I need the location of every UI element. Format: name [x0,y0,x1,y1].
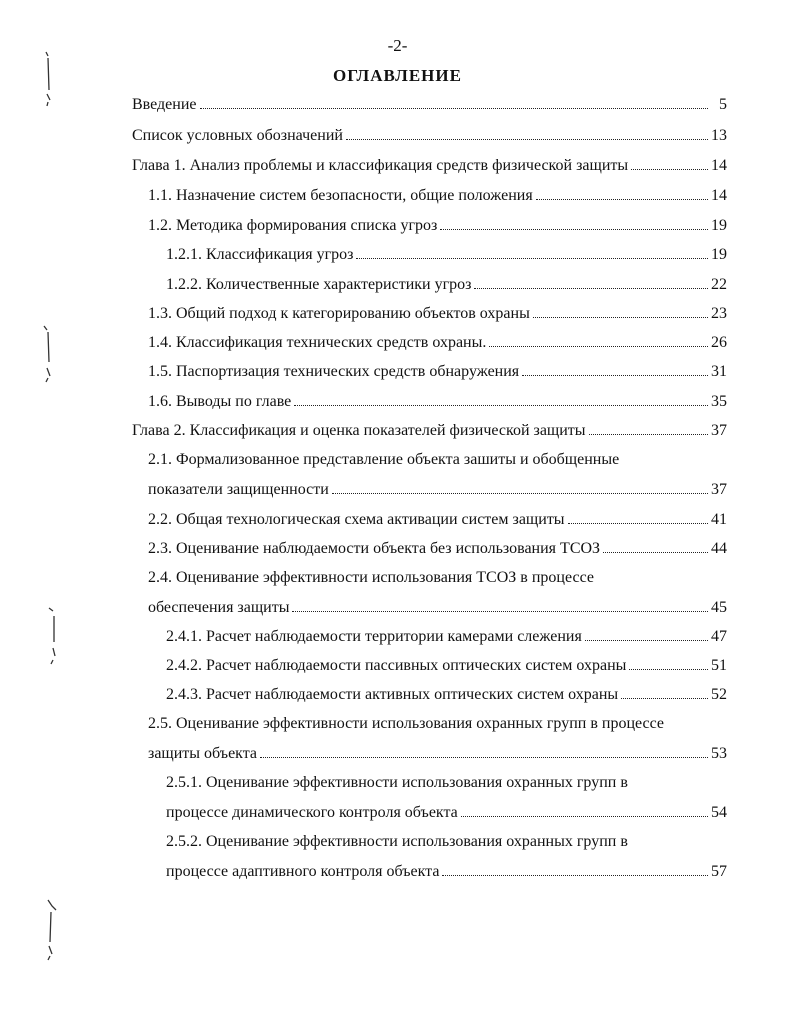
toc-entry-text: 1.2. Методика формирования списка угроз [148,217,438,234]
leader-dots [440,229,708,230]
leader-dots [489,346,708,347]
binding-mark-3 [44,606,64,668]
binding-mark-1 [38,50,58,110]
toc-entry-page: 47 [711,628,727,645]
toc-entry-text: Глава 1. Анализ проблемы и классификация средств физической защиты [132,157,629,174]
toc-entry-text-first-line: 2.5.2. Оценивание эффективности использования охранных групп в [166,833,628,850]
toc-entry-page: 52 [711,686,727,703]
toc-entry-text: 1.2.2. Количественные характеристики угроз [166,276,472,293]
toc-entry-text: 1.1. Назначение систем безопасности, общие положения [148,187,533,204]
toc-entry-text: Список условных обозначений [132,127,343,144]
toc-entry-text: 2.2. Общая технологическая схема активации систем защиты [148,511,565,528]
leader-dots [200,108,709,109]
toc-entry-text: 2.4.3. Расчет наблюдаемости активных оптических систем охраны [166,686,619,703]
toc-entry-1-6 [148,391,727,413]
toc-entry-2-4-2 [166,655,727,677]
toc-entry-1-2 [148,215,727,237]
toc-entry-text: показатели защищенности [148,481,329,498]
toc-entry-page: 45 [711,599,727,616]
toc-entry-page: 37 [711,422,727,439]
toc-title: ОГЛАВЛЕНИЕ [333,66,462,85]
toc-entry-page: 19 [711,217,727,234]
page-number: -2- [387,36,408,55]
leader-dots [603,552,708,553]
leader-dots [474,288,708,289]
leader-dots [332,493,708,494]
leader-dots [585,640,708,641]
toc-entry-page: 44 [711,540,727,557]
toc-entry-text: 2.3. Оценивание наблюдаемости объекта без использования ТСОЗ [148,540,601,557]
leader-dots [294,405,708,406]
leader-dots [356,258,708,259]
toc-entry-introduction [132,94,727,116]
toc-entry-text-first-line: 2.4. Оценивание эффективности использования ТСОЗ в процессе [148,569,594,586]
toc-entry-page: 14 [711,157,727,174]
toc-entry-text: процессе динамического контроля объекта [166,804,458,821]
toc-entry-2-4-1 [166,626,727,648]
toc-entry-chapter-1 [132,155,727,177]
toc-entry-page: 35 [711,393,727,410]
toc-entry-text: 1.3. Общий подход к категорированию объектов охраны [148,305,530,322]
leader-dots [461,816,708,817]
toc-entry-page: 5 [719,96,727,113]
toc-entry-page: 13 [711,127,727,144]
leader-dots [631,169,708,170]
toc-entry-2-4-3 [166,684,727,706]
toc-entry-page: 22 [711,276,727,293]
leader-dots [568,523,708,524]
toc-entry-page: 37 [711,481,727,498]
toc-entry-page: 41 [711,511,727,528]
leader-dots [346,139,708,140]
leader-dots [629,669,708,670]
leader-dots [442,875,708,876]
toc-entry-2-5 [148,713,727,768]
leader-dots [292,611,708,612]
toc-entry-text: 1.2.1. Классификация угроз [166,246,354,263]
toc-entry-2-5-2 [166,831,727,886]
toc-entry-text-first-line: 2.5.1. Оценивание эффективности использования охранных групп в [166,774,628,791]
toc-entry-1-4 [148,332,727,354]
toc-entry-1-2-1 [166,244,727,266]
toc-entry-text-first-line: 2.1. Формализованное представление объекта зашиты и обобщенные [148,451,620,468]
leader-dots [536,199,708,200]
toc-entry-text: Глава 2. Классификация и оценка показателей физической защиты [132,422,586,439]
toc-entry-page: 23 [711,305,727,322]
toc-entry-chapter-2 [132,420,727,442]
toc-entry-page: 31 [711,363,727,380]
leader-dots [522,375,708,376]
toc-entry-2-3 [148,538,727,560]
leader-dots [260,757,708,758]
toc-entry-text: процессе адаптивного контроля объекта [166,863,440,880]
leader-dots [533,317,708,318]
toc-entry-text: 2.4.1. Расчет наблюдаемости территории камерами слежения [166,628,582,645]
toc-entry-page: 51 [711,657,727,674]
toc-entry-text: 1.4. Классификация технических средств охраны. [148,334,487,351]
toc-entry-page: 53 [711,745,727,762]
toc-entry-2-1 [148,449,727,504]
binding-mark-4 [38,898,62,962]
toc-entry-1-3 [148,303,727,325]
toc-entry-page: 57 [711,863,727,880]
toc-entry-2-5-1 [166,772,727,827]
toc-entry-text: 2.4.2. Расчет наблюдаемости пассивных оптических систем охраны [166,657,627,674]
toc-entry-2-4 [148,567,727,622]
toc-entry-abbreviations [132,125,727,147]
toc-entry-1-2-2 [166,274,727,296]
leader-dots [621,698,708,699]
toc-entry-text: Введение [132,96,197,113]
toc-entry-text: 1.5. Паспортизация технических средств обнаружения [148,363,520,380]
toc-entry-text: защиты объекта [148,745,258,762]
toc-entry-1-5 [148,361,727,383]
toc-entry-page: 19 [711,246,727,263]
toc-entry-page: 54 [711,804,727,821]
leader-dots [589,434,708,435]
toc-entry-text: обеспечения защиты [148,599,290,616]
toc-entry-page: 14 [711,187,727,204]
toc-entry-1-1 [148,185,727,207]
binding-mark-2 [38,322,58,384]
toc-entry-2-2 [148,509,727,531]
toc-entry-text-first-line: 2.5. Оценивание эффективности использования охранных групп в процессе [148,715,665,732]
toc-entry-text: 1.6. Выводы по главе [148,393,292,410]
toc-entry-page: 26 [711,334,727,351]
